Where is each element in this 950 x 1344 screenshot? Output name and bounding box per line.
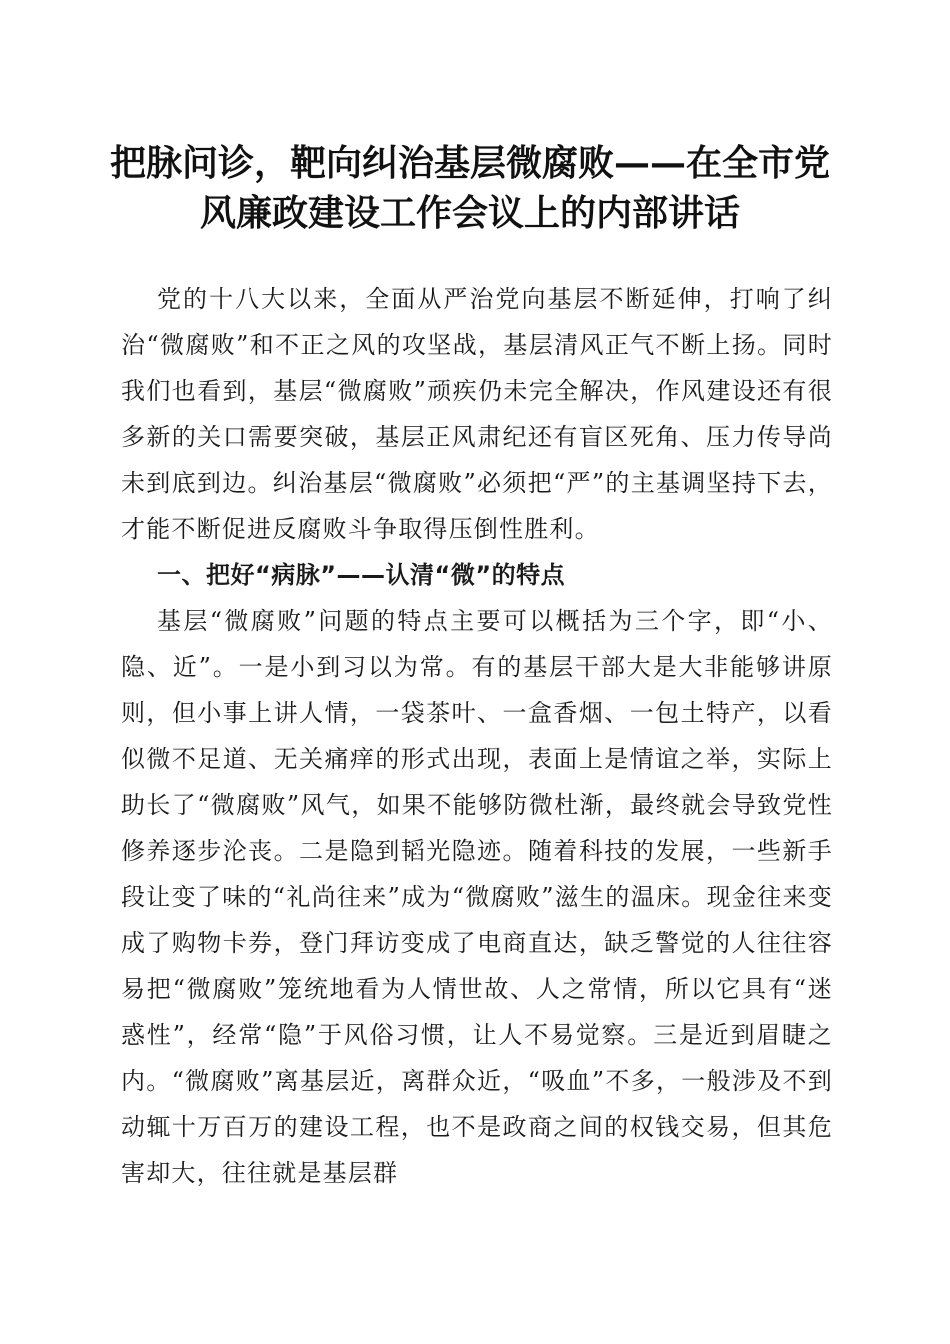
section-heading-1: 一、把好“病脉”——认清“微”的特点 xyxy=(157,561,566,589)
title-line-1: 把脉问诊，靶向纠治基层微腐败——在全市党 xyxy=(109,142,830,184)
paragraph-section-1: 基层“微腐败”问题的特点主要可以概括为三个字，即“小、隐、近”。一是小到习以为常。有的基层干部大是大非能够讲原则，但小事上讲人情，一袋茶叶、一盒香烟、一包土特产，以看似微不足道、无关痛痒的形式出现，表面上是情谊之举，实际上助长了“微腐败”风气，如果不能够防微杜渐，最终就会导致党性修养逐步沦丧。二是隐到韬光隐迹。随着科技的发展，一些新手段让变了味的“礼尚往来”成为“微腐败”滋生的温床。现金往来变成了购物卡券，登门拜访变成了电商直达，缺乏警觉的人往往容易把“微腐败”笼统地看为人情世故、人之常情，所以它具有“迷惑性”，经常“隐”于风俗习惯，让人不易觉察。三是近到眉睫之内。“微腐败”离基层近，离群众近，“吸血”不多，一般涉及不到动辄十万百万的建设工程，也不是政商之间的权钱交易，但其危害却大，往往就是基层群 xyxy=(121,607,833,1187)
document-title xyxy=(100,138,840,238)
paragraph-intro: 党的十八大以来，全面从严治党向基层不断延伸，打响了纠治“微腐败”和不正之风的攻坚战，基层清风正气不断上扬。同时我们也看到，基层“微腐败”顽疾仍未完全解决，作风建设还有很多新的关口需要突破，基层正风肃纪还有盲区死角、压力传导尚未到底到边。纠治基层“微腐败”必须把“严”的主基调坚持下去，才能不断促进反腐败斗争取得压倒性胜利。 xyxy=(121,285,833,543)
title-line-2: 风廉政建设工作会议上的内部讲话 xyxy=(199,192,740,234)
document-body xyxy=(121,276,833,1196)
